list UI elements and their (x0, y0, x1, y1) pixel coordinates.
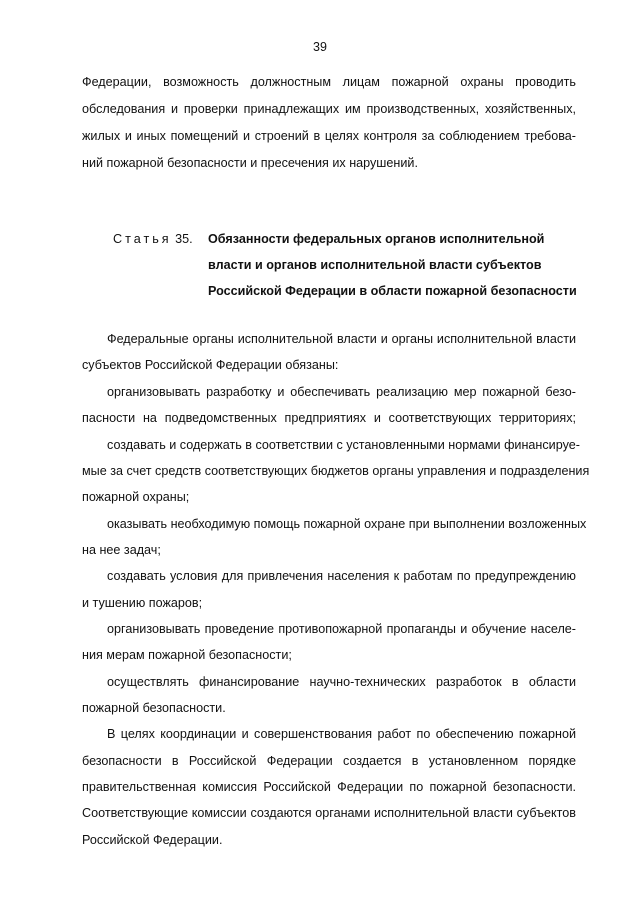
body-line: организовывать разработку и обеспечивать реализацию мер пожарной безо- (107, 385, 576, 399)
body-line: Соответствующие комиссии создаются органами исполнительной власти субъектов (82, 806, 576, 820)
body-line: мые за счет средств соответствующих бюджетов органы управления и подразделения (82, 464, 590, 478)
article-label-word: Статья (113, 232, 172, 246)
article-label-number: 35. (175, 232, 193, 246)
body-line: пожарной охраны; (82, 490, 190, 504)
body-line: безопасности в Российской Федерации создается в установленном порядке (82, 754, 576, 768)
body-line: создавать и содержать в соответствии с установленными нормами финансируе- (107, 438, 580, 452)
body-line: осуществлять финансирование научно-технических разработок в области (107, 675, 576, 689)
intro-line: жилых и иных помещений и строений в целях контроля за соблюдением требова- (82, 129, 576, 143)
intro-line: Федерации, возможность должностным лицам пожарной охраны проводить (82, 75, 576, 89)
body-line: организовывать проведение противопожарной пропаганды и обучение населе- (107, 622, 576, 636)
page-number: 39 (313, 40, 327, 54)
body-line: пасности на подведомственных предприятиях и соответствующих территориях; (82, 411, 576, 425)
body-line: пожарной безопасности. (82, 701, 226, 715)
intro-line: обследования и проверки принадлежащих им производственных, хозяйственных, (82, 102, 576, 116)
body-line: В целях координации и совершенствования работ по обеспечению пожарной (107, 727, 576, 741)
article-title-line: Российской Федерации в области пожарной безопасности (208, 284, 577, 298)
body-line: на нее задач; (82, 543, 161, 557)
article-label (113, 231, 193, 247)
body-line: Российской Федерации. (82, 833, 223, 847)
body-line: оказывать необходимую помощь пожарной охране при выполнении возложенных (107, 517, 587, 531)
body-line: правительственная комиссия Российской Федерации по пожарной безопасности. (82, 780, 576, 794)
article-title-line: Обязанности федеральных органов исполнительной (208, 232, 545, 246)
body-line: и тушению пожаров; (82, 596, 203, 610)
article-title-line: власти и органов исполнительной власти субъектов (208, 258, 542, 272)
body-line: Федеральные органы исполнительной власти и органы исполнительной власти (107, 332, 576, 346)
intro-line: ний пожарной безопасности и пресечения их нарушений. (82, 156, 418, 170)
body-line: ния мерам пожарной безопасности; (82, 648, 292, 662)
body-line: создавать условия для привлечения населения к работам по предупреждению (107, 569, 576, 583)
body-line: субъектов Российской Федерации обязаны: (82, 358, 339, 372)
